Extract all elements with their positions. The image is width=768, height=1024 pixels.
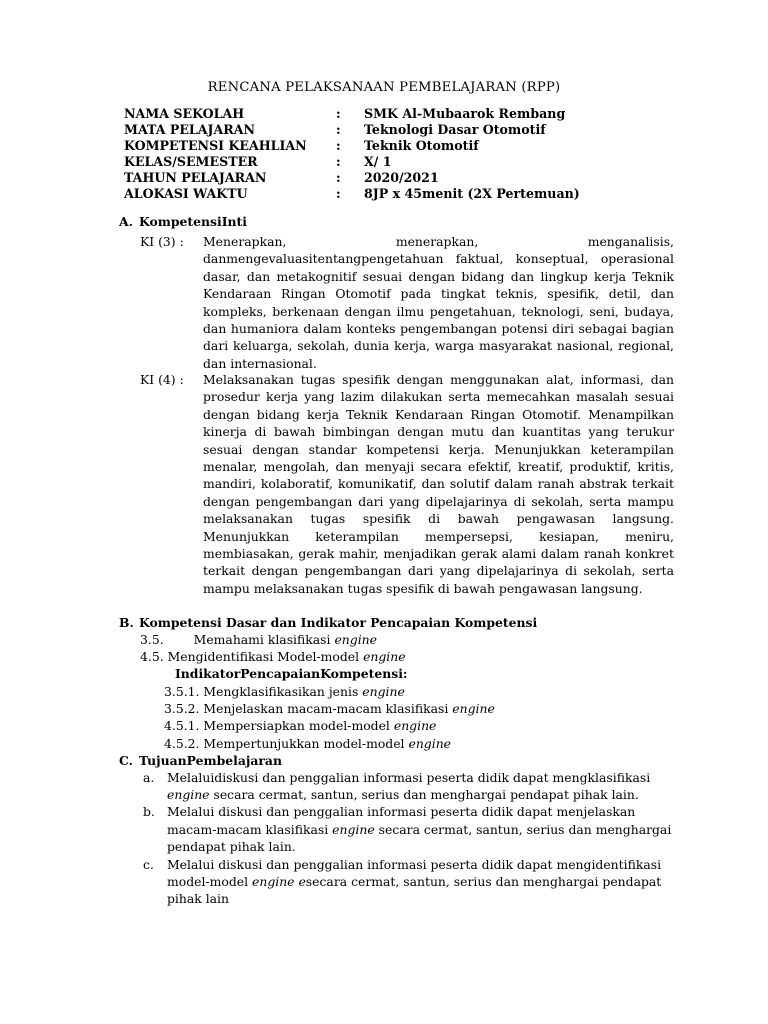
identity-row [124, 106, 580, 122]
kd-term: engine [363, 649, 406, 664]
indicator-term: engine [452, 701, 495, 716]
indicator-number: 3.5.1. [164, 684, 200, 699]
objective-marker: c. [143, 857, 154, 872]
objective-text: model-model [167, 874, 252, 889]
identity-value: Teknik Otomotif [364, 138, 479, 153]
indicator-term: engine [408, 736, 452, 751]
identity-row [124, 122, 580, 138]
identity-value: Teknologi Dasar Otomotif [364, 122, 546, 137]
section-letter: C. [119, 753, 133, 768]
ki4-label: KI (4) : [140, 372, 184, 387]
kd-number: 3.5. [140, 632, 164, 647]
indicator-item [164, 735, 451, 752]
identity-row [124, 154, 580, 170]
indicator-term: engine [393, 718, 437, 733]
kd-item [140, 648, 406, 665]
objective-line [167, 821, 671, 838]
indicator-text: Mempertunjukkan model-model [203, 736, 405, 751]
objective-text: secara cermat, santun, serius dan menghargai pendapat [305, 874, 662, 889]
indicator-heading: IndikatorPencapaianKompetensi: [175, 666, 408, 681]
kd-number: 4.5. [140, 649, 164, 664]
document-title: RENCANA PELAKSANAAN PEMBELAJARAN (RPP) [207, 80, 561, 95]
objective-text: secara cermat, santun, serius dan menghargai [374, 822, 672, 837]
ki3-text: Menerapkan, menerapkan, menganalisis, danmengevaluasitentangpengetahuan faktual, konseptual, operasional dasar, dan metakognitif sesuai dengan bidang dan lingkup kerja Teknik Kendaraan Ringan Otomotif pada tingkat teknis, spesifik, detil, dan kompleks, berkenaan dengan ilmu pengetahuan, teknologi, seni, budaya, dan humaniora dalam konteks pengembangan potensi diri sebagai bagian dari keluarga, sekolah, dunia kerja, warga masyarakat nasional, regional, dan internasional. [203, 234, 674, 371]
kd-text: Memahami klasifikasi [193, 632, 331, 647]
identity-separator: : [336, 186, 341, 201]
ki4-text: Melaksanakan tugas spesifik dengan menggunakan alat, informasi, dan prosedur kerja yang lazim dilakukan serta memecahkan masalah sesuai dengan bidang kerja Teknik Kendaraan Ringan Otomotif. Menampilkan kinerja di bawah bimbingan dengan mutu dan kuantitas yang terukur sesuai dengan standar kompetensi kerja. Menunjukkan keterampilan menalar, mengolah, dan menyaji secara efektif, kreatif, produktif, kritis, mandiri, kolaboratif, komunikatif, dan solutif dalam ranah abstrak terkait dengan pengembangan dari yang dipelajarinya di sekolah, serta mampu melaksanakan tugas spesifik di bawah pengawasan langsung. Menunjukkan keterampilan mempersepsi, kesiapan, meniru, membiasakan, gerak mahir, menjadikan gerak alami dalam ranah konkret terkait dengan pengembangan dari yang dipelajarinya di sekolah, serta mampu melaksanakan tugas spesifik di bawah pengawasan langsung. [203, 372, 674, 596]
identity-separator: : [336, 106, 341, 121]
section-heading: TujuanPembelajaran [139, 753, 282, 768]
objective-term: engine [167, 787, 210, 802]
identity-label: TAHUN PELAJARAN [124, 170, 267, 185]
objective-line: pihak lain [167, 891, 230, 906]
identity-separator: : [336, 170, 341, 185]
objective-marker: b. [143, 804, 155, 819]
indicator-text: Mengklasifikasikan jenis [203, 684, 359, 699]
indicator-text: Menjelaskan macam-macam klasifikasi [203, 701, 449, 716]
objective-term: engine e [252, 874, 306, 889]
ki3-label: KI (3) : [140, 234, 184, 249]
kd-term: engine [334, 632, 377, 647]
indicator-number: 3.5.2. [164, 701, 200, 716]
objective-line: pendapat pihak lain. [167, 839, 296, 854]
indicator-item [164, 700, 495, 717]
indicator-term: engine [362, 684, 405, 699]
identity-label: KELAS/SEMESTER [124, 154, 258, 169]
section-letter: A. [119, 214, 133, 229]
identity-value: 8JP x 45menit (2X Pertemuan) [364, 186, 580, 201]
indicator-number: 4.5.1. [164, 718, 200, 733]
indicator-text: Mempersiapkan model-model [203, 718, 390, 733]
identity-label: ALOKASI WAKTU [124, 186, 248, 201]
identity-value: X/ 1 [364, 154, 392, 169]
objective-term: engine [332, 822, 375, 837]
identity-label: NAMA SEKOLAH [124, 106, 245, 121]
identity-label: KOMPETENSI KEAHLIAN [124, 138, 307, 153]
objective-line [167, 786, 639, 803]
indicator-item [164, 717, 436, 734]
objective-line: Melalui diskusi dan penggalian informasi peserta didik dapat mengidentifikasi [167, 857, 662, 872]
kd-item [140, 631, 377, 648]
identity-separator: : [336, 122, 341, 137]
indicator-item [164, 683, 405, 700]
identity-row [124, 186, 580, 202]
section-heading: KompetensiInti [139, 214, 247, 229]
indicator-number: 4.5.2. [164, 736, 200, 751]
objective-text: macam-macam klasifikasi [167, 822, 333, 837]
identity-separator: : [336, 154, 341, 169]
kd-text: Mengidentifikasi Model-model [167, 649, 360, 664]
objective-marker: a. [143, 770, 155, 785]
section-letter: B. [119, 615, 134, 630]
objective-line: Melalui diskusi dan penggalian informasi peserta didik dapat menjelaskan [167, 804, 636, 819]
identity-label: MATA PELAJARAN [124, 122, 256, 137]
objective-line: Melaluidiskusi dan penggalian informasi peserta didik dapat mengklasifikasi [167, 770, 651, 785]
identity-row [124, 138, 580, 154]
identity-value: SMK Al-Mubaarok Rembang [364, 106, 566, 121]
identity-row [124, 170, 580, 186]
objective-line [167, 873, 661, 890]
identity-separator: : [336, 138, 341, 153]
section-heading: Kompetensi Dasar dan Indikator Pencapaian Kompetensi [139, 615, 538, 630]
objective-text: secara cermat, santun, serius dan menghargai pendapat pihak lain. [209, 787, 639, 802]
identity-table [124, 106, 580, 202]
identity-value: 2020/2021 [364, 170, 439, 185]
